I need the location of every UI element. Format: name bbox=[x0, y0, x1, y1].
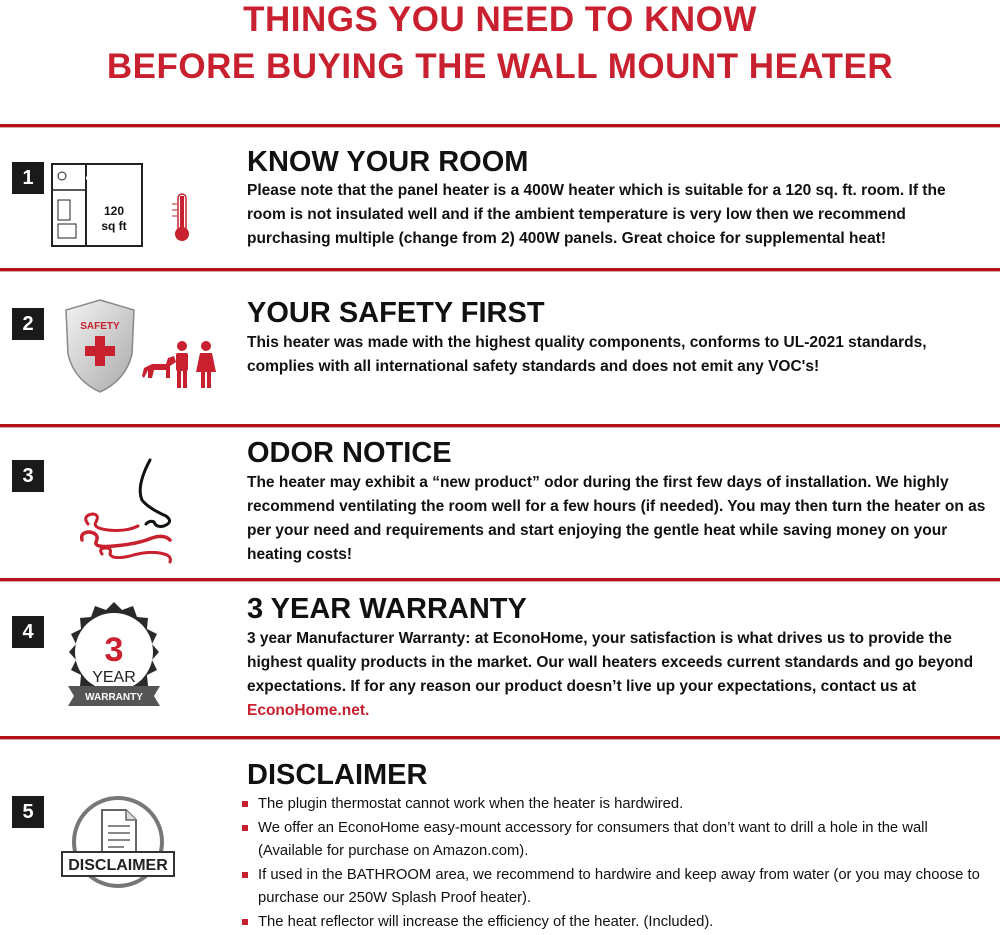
section-number-badge: 4 bbox=[12, 616, 44, 648]
section-divider bbox=[0, 124, 1000, 127]
section-heading: 3 YEAR WARRANTY bbox=[247, 593, 527, 625]
section-body: Please note that the panel heater is a 400W heater which is suitable for a 120 sq. ft. room. If the room is not insulated well and if the ambient temperature is very low then we recommend purchasing multiple (change from 2) 400W panels. Great choice for supplemental heat! bbox=[247, 182, 946, 247]
warranty-number: 3 bbox=[104, 631, 124, 669]
section-heading: YOUR SAFETY FIRST bbox=[247, 297, 545, 329]
page-title-line-1: THINGS YOU NEED TO KNOW bbox=[243, 0, 757, 39]
section-divider bbox=[0, 578, 1000, 581]
safety-shield-icon bbox=[60, 298, 230, 398]
room-size-number: 120 bbox=[103, 204, 125, 218]
warranty-body-text: 3 year Manufacturer Warranty: at EconoHome, your satisfaction is what drives us to provide the highest quality products in the market. Our wall heaters exceeds current standards and go beyond expectations. If for any reason our product doesn’t live up your expectations, contact us at bbox=[247, 630, 974, 695]
section-divider bbox=[0, 268, 1000, 271]
disclaimer-document-icon bbox=[58, 792, 178, 902]
room-floorplan-thermometer-icon bbox=[48, 160, 208, 250]
section-divider bbox=[0, 736, 1000, 739]
disclaimer-list bbox=[242, 793, 992, 934]
section-heading: ODOR NOTICE bbox=[247, 437, 452, 469]
nose-odor-icon bbox=[78, 456, 188, 566]
section-number-badge: 1 bbox=[12, 162, 44, 194]
warranty-banner-label: WARRANTY bbox=[85, 692, 143, 703]
section-heading: DISCLAIMER bbox=[247, 759, 428, 791]
warranty-year-label: YEAR bbox=[92, 669, 136, 686]
disclaimer-list-item: The plugin thermostat cannot work when the heater is hardwired. bbox=[242, 793, 992, 817]
disclaimer-list-item: If used in the BATHROOM area, we recommend to hardwire and keep away from water (or you may choose to purchase our 250W Splash Proof heater). bbox=[242, 864, 992, 911]
section-body: This heater was made with the highest quality components, conforms to UL-2021 standards, complies with all international safety standards and does not emit any VOC's! bbox=[247, 334, 927, 375]
room-size-unit: sq ft bbox=[101, 219, 127, 233]
section-number-badge: 3 bbox=[12, 460, 44, 492]
section-body: The heater may exhibit a “new product” odor during the first few days of installation. We highly recommend ventilating the room well for a few hours (if needed). You may then turn the heater on as per your need and requirements and start enjoying the gentle heat while saving money on your heating costs! bbox=[247, 474, 986, 563]
section-heading: KNOW YOUR ROOM bbox=[247, 146, 529, 178]
disclaimer-list-item: We offer an EconoHome easy-mount accessory for consumers that don’t want to drill a hole in the wall (Available for purchase on Amazon.com). bbox=[242, 817, 992, 864]
safety-label: SAFETY bbox=[80, 321, 120, 332]
section-body bbox=[247, 627, 987, 723]
section-number-badge: 2 bbox=[12, 308, 44, 340]
econohome-link[interactable]: EconoHome.net. bbox=[247, 702, 370, 719]
disclaimer-icon-label: DISCLAIMER bbox=[68, 857, 168, 874]
section-divider bbox=[0, 424, 1000, 427]
section-number-badge: 5 bbox=[12, 796, 44, 828]
page-title-line-2: BEFORE BUYING THE WALL MOUNT HEATER bbox=[106, 47, 894, 86]
warranty-seal-icon bbox=[62, 600, 166, 710]
disclaimer-list-item: The heat reflector will increase the efficiency of the heater. (Included). bbox=[242, 911, 992, 935]
